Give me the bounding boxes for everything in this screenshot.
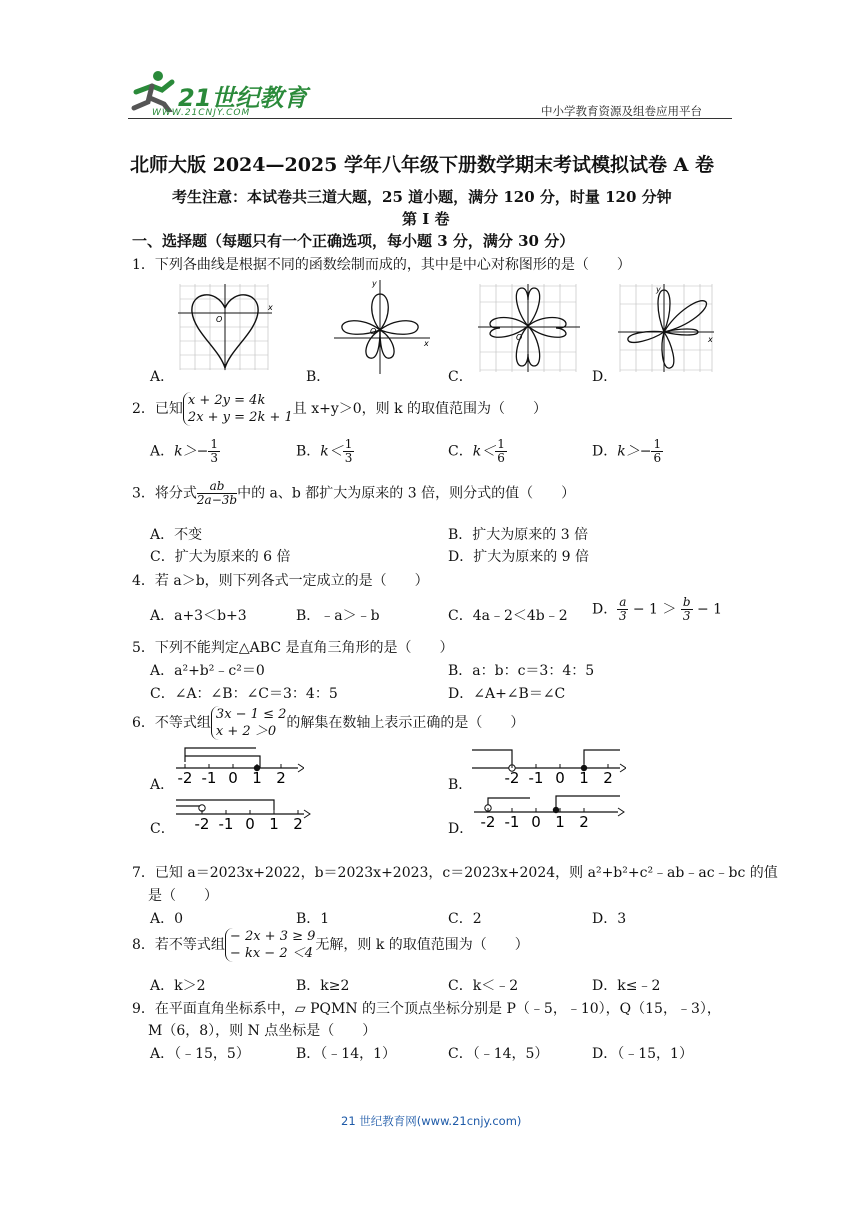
q6-numberline-d: [470, 788, 626, 834]
numberline-tick-label: 1: [555, 813, 565, 831]
q4-option-a[interactable]: A．a+3＜b+3: [150, 608, 247, 624]
q7-stem-line1: 7．已知 a＝2023x+2022，b＝2023x+2023，c＝2023x+2024，则 a²+b²+c²﹣ab﹣ac﹣bc 的值: [132, 865, 778, 881]
numberline-tick-label: 0: [531, 813, 541, 831]
numberline-tick-label: -1: [218, 815, 234, 833]
q3-option-c[interactable]: C．扩大为原来的 6 倍: [150, 549, 291, 565]
q1-option-c[interactable]: C．: [448, 369, 473, 385]
q1-graph-b: [332, 276, 432, 376]
q2-option-c[interactable]: C．k＜ $\frac{1}{6}$: [448, 437, 505, 465]
q3-option-b[interactable]: B．扩大为原来的 3 倍: [448, 527, 589, 543]
q6-option-d-label[interactable]: D．: [448, 821, 474, 837]
q8-option-d[interactable]: D．k≤﹣2: [592, 978, 661, 994]
numberline-tick-label: -2: [177, 769, 193, 787]
numberline-tick-label: 1: [252, 769, 262, 787]
footer-link[interactable]: 21 世纪教育网(www.21cnjy.com): [341, 1114, 522, 1128]
svg-text:O: O: [516, 333, 523, 342]
numberline-tick-label: 2: [276, 769, 286, 787]
q9-stem-line2: M（6，8），则 N 点坐标是（ ）: [148, 1023, 377, 1039]
numberline-tick-label: -1: [504, 813, 520, 831]
q8-option-c[interactable]: C．k＜﹣2: [448, 978, 519, 994]
numberline-tick-label: 2: [579, 813, 589, 831]
numberline-tick-label: -1: [528, 769, 544, 787]
svg-text:y: y: [372, 279, 377, 288]
page-title: 北师大版 2024—2025 学年八年级下册数学期末考试模拟试卷 A 卷: [130, 154, 714, 176]
q6-numberline-c: [172, 790, 312, 834]
header-divider: [128, 118, 732, 119]
platform-text: 中小学教育资源及组卷应用平台: [541, 104, 702, 118]
q5-option-c[interactable]: C．∠A：∠B：∠C＝3：4：5: [150, 686, 338, 702]
q7-stem-line2: 是（ ）: [148, 888, 218, 904]
numberline-tick-label: -2: [504, 769, 520, 787]
q9-option-b[interactable]: B．（﹣14，1）: [296, 1046, 397, 1062]
numberline-tick-label: 0: [228, 769, 238, 787]
q9-option-d[interactable]: D．（﹣15，1）: [592, 1046, 693, 1062]
logo-url: WWW.21CNJY.COM: [152, 108, 251, 118]
numberline-tick-label: 1: [269, 815, 279, 833]
numberline-tick-label: -1: [201, 769, 217, 787]
numberline-tick-label: 0: [245, 815, 255, 833]
q1-graph-c: [476, 282, 582, 374]
q3-option-d[interactable]: D．扩大为原来的 9 倍: [448, 549, 590, 565]
volume-label: 第 I 卷: [402, 210, 450, 228]
q2-stem: 2．已知x + 2y = 4k 2x + y = 2k + 1且 x+y＞0，则 k 的取值范围为（ ）: [132, 393, 548, 425]
numberline-tick-label: -2: [480, 813, 496, 831]
q4-option-b[interactable]: B．﹣a＞﹣b: [296, 608, 380, 624]
svg-text:x: x: [708, 335, 713, 344]
q6-stem: 6．不等式组3x − 1 ≤ 2 x + 2 ＞0的解集在数轴上表示正确的是（ ）: [132, 707, 525, 739]
q2-option-b[interactable]: B．k＜ $\frac{1}{3}$: [296, 437, 353, 465]
q8-option-b[interactable]: B．k≥2: [296, 978, 350, 994]
q4-option-d[interactable]: D． $\frac{a}{3}$ − 1 ＞ $\frac{b}{3}$ − 1: [592, 595, 723, 623]
q9-option-c[interactable]: C．（﹣14，5）: [448, 1046, 549, 1062]
q1-option-a[interactable]: A．: [150, 369, 175, 385]
svg-text:y: y: [656, 285, 661, 294]
q3-option-a[interactable]: A．不变: [150, 527, 203, 543]
q7-option-d[interactable]: D．3: [592, 911, 627, 927]
q1-stem: 1．下列各曲线是根据不同的函数绘制而成的，其中是中心对称图形的是（ ）: [132, 257, 631, 273]
numberline-tick-label: 1: [579, 769, 589, 787]
section-title: 一、选择题（每题只有一个正确选项，每小题 3 分，满分 30 分）: [132, 232, 575, 250]
q9-option-a[interactable]: A．（﹣15，5）: [150, 1046, 250, 1062]
numberline-tick-label: 2: [603, 769, 613, 787]
numberline-tick-label: 0: [555, 769, 565, 787]
q1-graph-a: [176, 282, 276, 372]
q8-stem: 8．若不等式组− 2x + 3 ≥ 9 − kx − 2 ＜4无解，则 k 的取值范围为（ ）: [132, 929, 529, 961]
svg-text:O: O: [216, 315, 223, 324]
q2-system: x + 2y = 4k 2x + y = 2k + 1: [183, 392, 293, 426]
q5-option-a[interactable]: A．a²+b²﹣c²＝0: [150, 663, 265, 679]
q9-stem-line1: 9．在平面直角坐标系中，▱ PQMN 的三个顶点坐标分别是 P（﹣5，﹣10），Q（15，﹣3），: [132, 1001, 721, 1017]
q5-option-d[interactable]: D．∠A+∠B＝∠C: [448, 686, 566, 702]
q2-option-d[interactable]: D．k＞− $\frac{1}{6}$: [592, 437, 662, 465]
q1-graph-d: [616, 282, 716, 374]
q6-option-c-label[interactable]: C．: [150, 821, 175, 837]
q1-option-b[interactable]: B．: [306, 369, 331, 385]
notice: 考生注意：本试卷共三道大题，25 道小题，满分 120 分，时量 120 分钟: [172, 188, 672, 206]
q6-numberline-a: [170, 742, 304, 788]
q7-option-b[interactable]: B．1: [296, 911, 330, 927]
q6-option-a-label[interactable]: A．: [150, 777, 175, 793]
q7-option-c[interactable]: C．2: [448, 911, 482, 927]
q7-option-a[interactable]: A．0: [150, 911, 184, 927]
q4-option-c[interactable]: C．4a﹣2＜4b﹣2: [448, 608, 568, 624]
q6-numberline-b: [470, 742, 626, 788]
svg-text:O: O: [370, 327, 377, 336]
q1-option-d[interactable]: D．: [592, 369, 618, 385]
q4-stem: 4．若 a＞b，则下列各式一定成立的是（ ）: [132, 573, 429, 589]
q3-stem: 3．将分式 $\frac{ab}{2a-3b}$ 中的 a、b 都扩大为原来的 3 倍，则分式的值（ ）: [132, 479, 576, 507]
svg-text:x: x: [268, 303, 273, 312]
logo-text: 21世纪教育: [178, 84, 308, 112]
runner-icon: [128, 68, 180, 112]
numberline-tick-label: -2: [194, 815, 210, 833]
q8-system: − 2x + 3 ≥ 9 − kx − 2 ＜4: [225, 928, 315, 962]
q2-option-a[interactable]: A．k＞− $\frac{1}{3}$: [150, 437, 218, 465]
q5-option-b[interactable]: B．a：b：c＝3：4：5: [448, 663, 595, 679]
numberline-tick-label: 2: [293, 815, 303, 833]
q6-system: 3x − 1 ≤ 2 x + 2 ＞0: [211, 706, 286, 740]
svg-text:x: x: [424, 339, 429, 348]
q6-option-b-label[interactable]: B．: [448, 777, 473, 793]
q8-option-a[interactable]: A．k＞2: [150, 978, 206, 994]
q5-stem: 5．下列不能判定△ABC 是直角三角形的是（ ）: [132, 640, 454, 656]
